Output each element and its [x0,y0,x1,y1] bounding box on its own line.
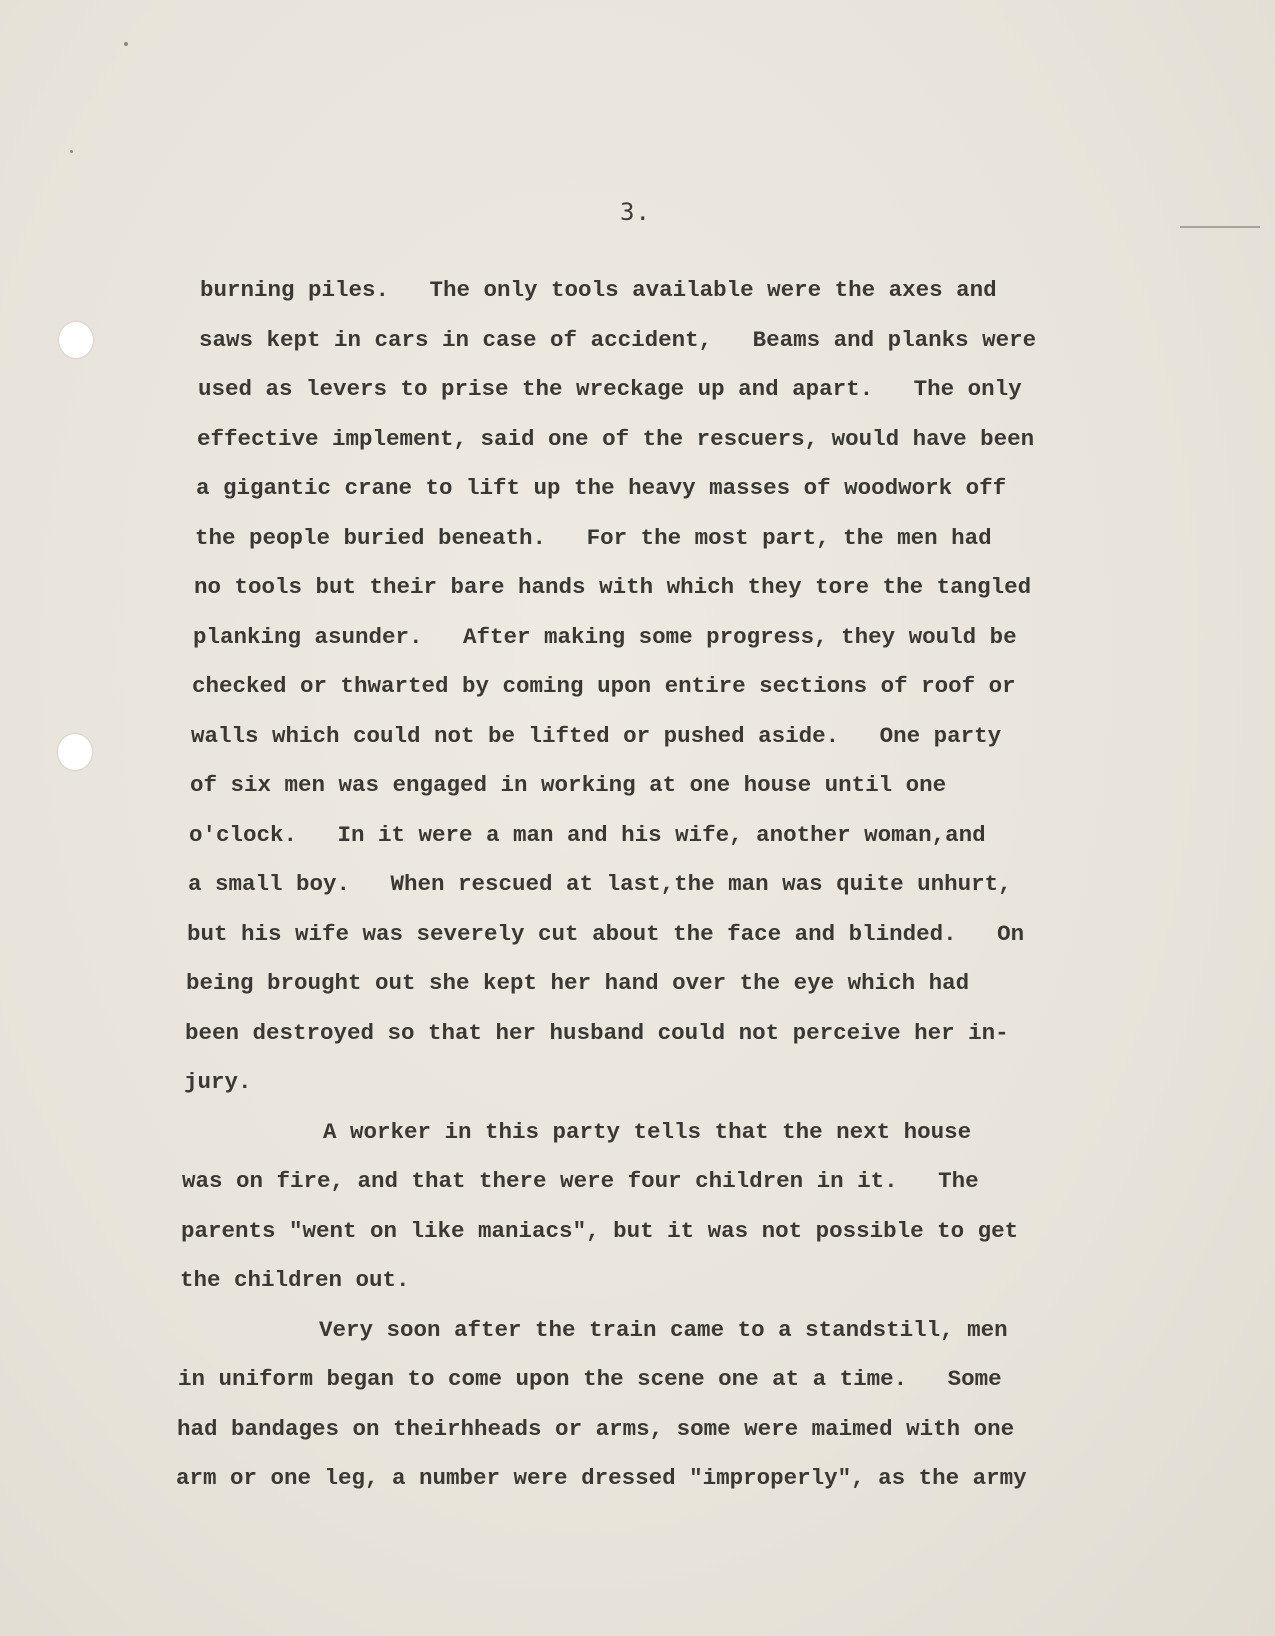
text-line: walls which could not be lifted or pushed aside. One party [191,722,1002,749]
text-line: the children out. [180,1267,410,1293]
text-line: was on fire, and that there were four children in it. The [182,1168,979,1194]
text-line: jury. [184,1069,252,1095]
text-line: burning piles. The only tools available were the axes and [200,277,997,303]
text-line: of six men was engaged in working at one house until one [190,772,947,798]
text-line: effective implement, said one of the rescuers, would have been [197,425,1035,452]
edge-mark [1180,226,1260,228]
text-line: planking asunder. After making some progress, they would be [193,623,1017,650]
text-line: no tools but their bare hands with which they tore the tangled [194,574,1032,600]
punch-hole [58,734,92,770]
paragraph-first-line: Very soon after the train came to a standstill, men [319,1316,1008,1343]
punch-hole [59,322,93,358]
text-line: a small boy. When rescued at last,the man was quite unhurt, [188,871,1012,897]
text-line: a gigantic crane to lift up the heavy masses of woodwork off [196,475,1007,501]
text-line: saws kept in cars in case of accident, Beams and planks were [199,326,1037,353]
typed-text-block [176,266,1200,1504]
page-number: 3. [620,198,651,226]
paper-speck [124,42,128,46]
paragraph-first-line: A worker in this party tells that the next house [323,1118,972,1145]
text-line: being brought out she kept her hand over the eye which had [186,970,970,996]
text-line: in uniform began to come upon the scene one at a time. Some [178,1366,1002,1392]
paper-speck [70,150,73,153]
text-line: parents "went on like maniacs", but it was not possible to get [181,1217,1019,1244]
text-line: the people buried beneath. For the most part, the men had [195,524,992,551]
text-line: checked or thwarted by coming upon entire sections of roof or [192,673,1016,699]
text-line: had bandages on theirhheads or arms, some were maimed with one [177,1415,1015,1442]
text-line: arm or one leg, a number were dressed "improperly", as the army [176,1465,1027,1491]
text-line: been destroyed so that her husband could not perceive her in- [185,1019,1009,1046]
text-line: used as levers to prise the wreckage up and apart. The only [198,376,1022,402]
text-line: but his wife was severely cut about the face and blinded. On [187,920,1025,947]
text-line: o'clock. In it were a man and his wife, another woman,and [189,821,986,848]
